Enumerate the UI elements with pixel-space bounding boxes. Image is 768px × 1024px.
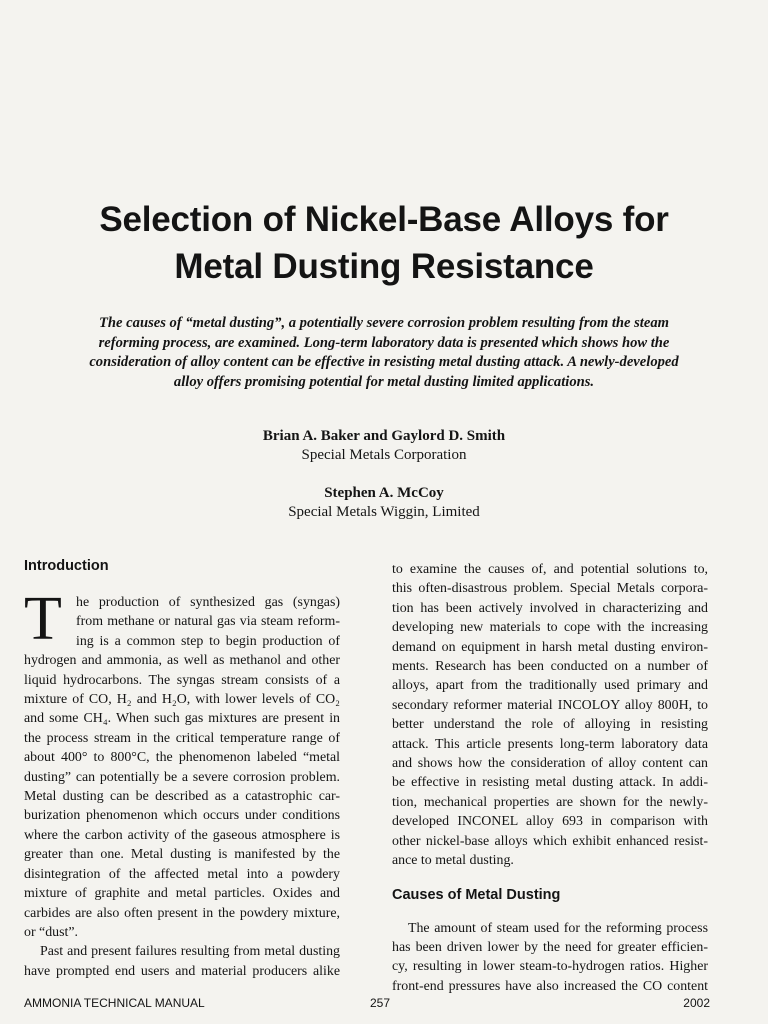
footer-year: 2002: [683, 996, 710, 1010]
text-line: this often-disastrous problem. Special Metals corpora-: [392, 581, 708, 597]
text-line: mixture of graphite and metal particles. Oxides and: [24, 886, 340, 902]
footer-publication: AMMONIA TECHNICAL MANUAL: [24, 996, 205, 1010]
text-line: Metal dusting can be described as a catastrophic car-: [24, 789, 340, 805]
text-line: burization phenomenon which occurs under conditions: [24, 808, 340, 824]
text-line: ments. Research has been conducted on a number of: [392, 659, 708, 675]
text-line: demand on equipment in harsh metal dusting environ-: [392, 639, 708, 655]
text-line: The amount of steam used for the reforming process: [408, 920, 708, 936]
text-line: tion, mechanical properties are shown for the newly-: [392, 794, 708, 810]
text-line: about 400° to 800°C, the phenomenon labeled “metal: [24, 750, 340, 766]
text-line: to examine the causes of, and potential solutions to,: [392, 562, 708, 577]
author-affiliation: Special Metals Corporation: [301, 447, 467, 463]
abstract-line: consideration of alloy content can be effective in resisting metal dusting attack. A newly-developed: [89, 354, 679, 370]
text-line: have prompted end users and material producers alike: [24, 963, 340, 979]
text-line: disintegration of the affected metal into a powdery: [24, 866, 340, 882]
text-line: mixture of CO, H₂ and H₂O, with lower levels of CO₂: [24, 692, 340, 708]
text-line: and shows how the consideration of alloy content can: [392, 756, 708, 772]
abstract: [52, 314, 716, 392]
text-line: developing new materials to cope with the increasing: [392, 620, 708, 636]
text-line: where the carbon activity of the gaseous atmosphere is: [24, 827, 340, 843]
author-affiliation: Special Metals Wiggin, Limited: [288, 504, 480, 520]
text-line: from methane or natural gas via steam reform-: [76, 614, 340, 630]
paper-title: [40, 196, 728, 290]
section-heading-causes: Causes of Metal Dusting: [392, 886, 561, 903]
page-number: 257: [370, 996, 391, 1010]
text-line: developed INCONEL alloy 693 in comparison with: [392, 814, 708, 830]
title-line: Metal Dusting Resistance: [174, 247, 594, 286]
text-line: other nickel-base alloys which exhibit enhanced resist-: [392, 833, 708, 849]
author-names: Stephen A. McCoy: [324, 485, 444, 501]
intro-paragraph-1: [24, 593, 340, 942]
text-line: tion has been actively involved in characterizing and: [392, 600, 708, 616]
text-line: carbides are also often present in the powdery mixture,: [24, 905, 340, 921]
text-line: ing is a common step to begin production of: [76, 633, 340, 649]
text-line: ance to metal dusting.: [392, 853, 514, 869]
abstract-line: The causes of “metal dusting”, a potentially severe corrosion problem resulting from the steam: [99, 315, 669, 331]
intro-paragraph-continued: [392, 560, 708, 871]
intro-paragraph-2: [24, 942, 340, 981]
text-line: dusting” can potentially be a severe corrosion problem.: [24, 769, 340, 785]
abstract-line: reforming process, are examined. Long-term laboratory data is presented which shows how the: [98, 334, 670, 351]
left-column: [24, 556, 340, 981]
text-line: liquid hydrocarbons. The syngas stream consists of a: [24, 672, 340, 688]
text-line: greater than one. Metal dusting is manifested by the: [24, 847, 340, 863]
text-line: cy, resulting in lower steam-to-hydrogen ratios. Higher: [392, 959, 708, 975]
text-line: has been driven lower by the need for greater efficien-: [392, 939, 708, 955]
text-line: hydrogen and ammonia, as well as methanol and other: [24, 653, 340, 669]
causes-paragraph: [392, 919, 708, 997]
title-line: Selection of Nickel-Base Alloys for: [99, 200, 669, 239]
text-line: attack. This article presents long-term laboratory data: [392, 736, 708, 752]
abstract-line: alloy offers promising potential for metal dusting limited applications.: [173, 373, 595, 390]
text-line: Past and present failures resulting from metal dusting: [40, 944, 340, 960]
author-block-1: [0, 427, 768, 465]
author-names: Brian A. Baker and Gaylord D. Smith: [262, 428, 506, 444]
text-line: secondary reformer material INCOLOY alloy 800H, to: [392, 697, 708, 713]
text-line: the process stream in the critical temperature range of: [24, 730, 340, 746]
text-line: he production of synthesized gas (syngas): [76, 595, 340, 610]
text-line: be effective in resisting metal dusting attack. In addi-: [392, 775, 708, 791]
right-column: [392, 560, 708, 996]
section-heading-introduction: Introduction: [24, 558, 109, 574]
drop-cap: T: [24, 585, 62, 653]
author-block-2: [0, 484, 768, 522]
text-line: better understand the role of alloying in resisting: [392, 717, 708, 733]
text-line: alloys, apart from the traditionally used primary and: [392, 678, 708, 694]
text-line: and some CH₄. When such gas mixtures are present in: [24, 711, 340, 727]
text-line: front-end pressures have also increased the CO content: [392, 978, 708, 994]
text-line: or “dust”.: [24, 924, 79, 940]
